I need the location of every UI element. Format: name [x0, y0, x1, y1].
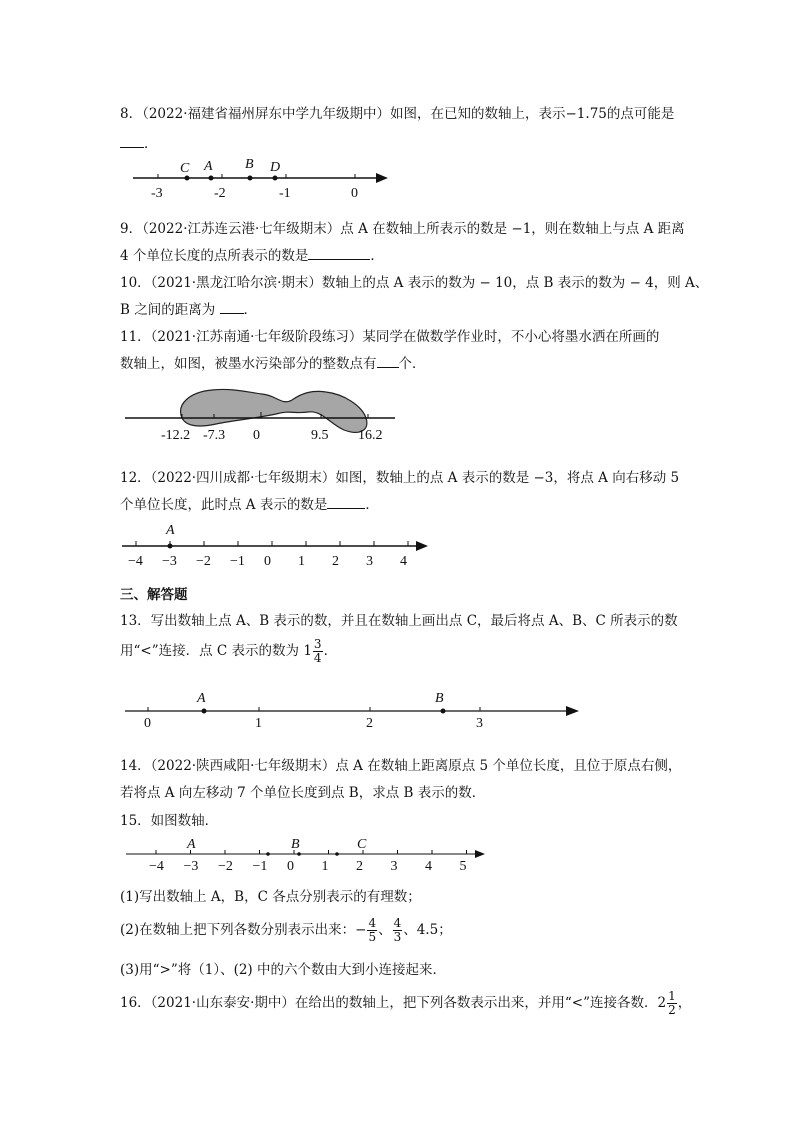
tick-label: −1	[230, 554, 245, 569]
point-dot	[168, 544, 173, 549]
tick-label: −4	[149, 859, 164, 874]
axis-arrow	[376, 173, 388, 183]
axis-label: 16.2	[358, 428, 383, 443]
tick-label: 3	[390, 859, 398, 874]
tick-label: 4	[400, 554, 407, 569]
tick-label: 3	[366, 554, 373, 569]
fraction: $\frac{1}{2}$	[668, 989, 676, 1017]
q11-line2	[120, 352, 426, 372]
point-label: A	[166, 523, 175, 538]
q15-sub1	[120, 885, 421, 905]
answer-blank	[220, 301, 244, 314]
point-dot	[248, 176, 253, 181]
q15-number-line	[0, 832, 793, 874]
tick-label: 0	[264, 554, 271, 569]
fraction: $\frac{4}{5}$	[368, 916, 377, 944]
q13-number-line	[0, 685, 793, 730]
tick-label: 0	[287, 859, 294, 874]
axis-arrow	[416, 541, 428, 551]
q14-line2	[120, 781, 485, 801]
q13-text: 13．写出数轴上点 A、B 表示的数，并且在数轴上画出点 C，最后将点 A、B、C 所表示的数	[120, 613, 678, 629]
q9-line2	[120, 244, 384, 264]
point-label: B	[435, 691, 444, 706]
q13-line1	[120, 609, 678, 629]
q11-end: 个．	[398, 356, 426, 372]
fraction: $\frac{3}{4}$	[313, 637, 322, 665]
section-heading: 三、解答题	[120, 587, 188, 603]
q15-text: 15．如图数轴．	[120, 813, 219, 829]
q15-sub2-end: 、4.5；	[403, 922, 452, 938]
q12-period: ．	[365, 497, 379, 513]
q15-sub2-text: (2)在数轴上把下列各数分别表示出来：−	[120, 922, 367, 938]
q15-sub3	[120, 958, 446, 978]
tick-label: 1	[298, 554, 305, 569]
tick-label: −3	[183, 859, 199, 874]
q10-text: 10．（2021·黑龙江哈尔滨·期末）数轴上的点 A 表示的数为 − 10，点 B 表示的数为 − 4，则 A、	[120, 275, 709, 291]
tick-label: −2	[218, 859, 233, 874]
tick-label: -1	[279, 186, 291, 201]
tick-label: 1	[255, 716, 262, 731]
q8-period: ．	[144, 136, 158, 152]
q9-period: ．	[370, 248, 384, 264]
q9-text2: 4 个单位长度的点所表示的数是	[120, 248, 309, 264]
q9-text: 9．（2022·江苏连云港·七年级期末）点 A 在数轴上所表示的数是 −1，则在数轴上与点 A 距离	[120, 221, 685, 237]
fraction: $\frac{4}{3}$	[393, 916, 402, 944]
tick-label: 5	[459, 859, 467, 874]
q8-value: −1.75	[565, 106, 607, 122]
q14-text2: 若将点 A 向左移动 7 个单位长度到点 B，求点 B 表示的数．	[120, 785, 486, 801]
q12-line1	[120, 466, 679, 486]
tick-label: 2	[332, 554, 339, 569]
point-label: A	[197, 691, 206, 706]
point-label: D	[270, 160, 281, 175]
point-dot	[266, 852, 270, 856]
tick-label: 3	[476, 716, 483, 731]
tick-label: −1	[252, 859, 268, 874]
q15-sub2	[120, 917, 452, 944]
q15-line1	[120, 809, 218, 829]
q8-number-line	[0, 150, 793, 202]
point-label: A	[187, 837, 196, 852]
tick-label: −3	[162, 554, 177, 569]
tick-label: 0	[351, 186, 358, 201]
q14-line1	[120, 754, 681, 774]
point-dot	[441, 709, 446, 714]
tick-label: −4	[128, 554, 143, 569]
point-label: A	[204, 159, 213, 174]
q15-sub3-text: (3)用“>”将（1）、(2) 中的六个数由大到小连接起来．	[120, 962, 446, 978]
point-label: C	[180, 161, 190, 176]
answer-blank	[327, 496, 365, 509]
answer-blank	[308, 247, 370, 260]
separator: 、	[378, 922, 392, 938]
q16-text: 16．（2021·山东泰安·期中）在给出的数轴上，把下列各数表示出来，并用“<”连接各数．2	[120, 995, 667, 1011]
point-dot	[297, 852, 301, 856]
q12-text: 12．（2022·四川成都·七年级期末）如图，数轴上的点 A 表示的数是 −3，将点 A 向右移动 5	[120, 470, 680, 486]
q11-text2: 数轴上，如图，被墨水污染部分的整数点有	[120, 356, 377, 372]
point-dot	[209, 176, 214, 181]
answer-blank	[377, 355, 399, 368]
axis-label: 9.5	[311, 428, 329, 443]
tick-label: 2	[356, 859, 363, 874]
answer-blank	[120, 135, 144, 148]
tick-label: 0	[144, 716, 151, 731]
point-dot	[185, 176, 190, 181]
q14-text: 14．（2022·陕西咸阳·七年级期末）点 A 在数轴上距离原点 5 个单位长度，且位于原点右侧，	[120, 758, 682, 774]
axis-label: 0	[253, 428, 260, 443]
point-dot	[335, 852, 339, 856]
q8-line1	[120, 102, 674, 122]
tick-label: −2	[196, 554, 211, 569]
q15-sub1-text: (1)写出数轴上 A，B，C 各点分别表示的有理数；	[120, 889, 421, 905]
q9-line1	[120, 217, 685, 237]
q10-period: ．	[243, 302, 258, 318]
ink-blot	[181, 389, 367, 432]
axis-arrow	[475, 850, 485, 858]
q13-line2	[120, 638, 337, 665]
q11-text: 11．（2021·江苏南通·七年级阶段练习）某同学在做数学作业时，不小心将墨水洒在所画的	[120, 329, 660, 345]
q13-period: ．	[323, 643, 338, 659]
q16-end: ，	[677, 995, 692, 1011]
q11-ink-number-line	[0, 380, 793, 445]
tick-label: 1	[321, 859, 329, 874]
q12-number-line	[0, 515, 793, 570]
axis-label: -7.3	[203, 428, 226, 443]
q10-text2: B 之间的距离为	[120, 302, 216, 318]
q16-line1	[120, 990, 691, 1017]
point-label: B	[245, 157, 254, 172]
tick-label: -2	[214, 186, 226, 201]
tick-label: 4	[425, 859, 432, 874]
q8-text: 8．（2022·福建省福州屏东中学九年级期中）如图，在已知的数轴上，表示	[120, 106, 566, 122]
q8-text-end: 的点可能是	[606, 106, 675, 122]
axis-arrow	[566, 706, 579, 716]
q11-line1	[120, 325, 659, 345]
axis-label: -12.2	[161, 428, 191, 443]
point-dot	[202, 709, 207, 714]
q13-text2: 用“<”连接．点 C 表示的数为 1	[120, 643, 312, 659]
q12-text2: 个单位长度，此时点 A 表示的数是	[120, 497, 328, 513]
q10-line1	[120, 271, 708, 291]
point-label: B	[291, 837, 300, 852]
q12-line2	[120, 493, 379, 513]
point-label: C	[357, 837, 367, 852]
tick-label: 2	[366, 716, 373, 731]
q10-line2	[120, 298, 257, 318]
tick-label: -3	[151, 186, 163, 201]
q8-line2	[120, 132, 158, 152]
point-dot	[273, 176, 278, 181]
